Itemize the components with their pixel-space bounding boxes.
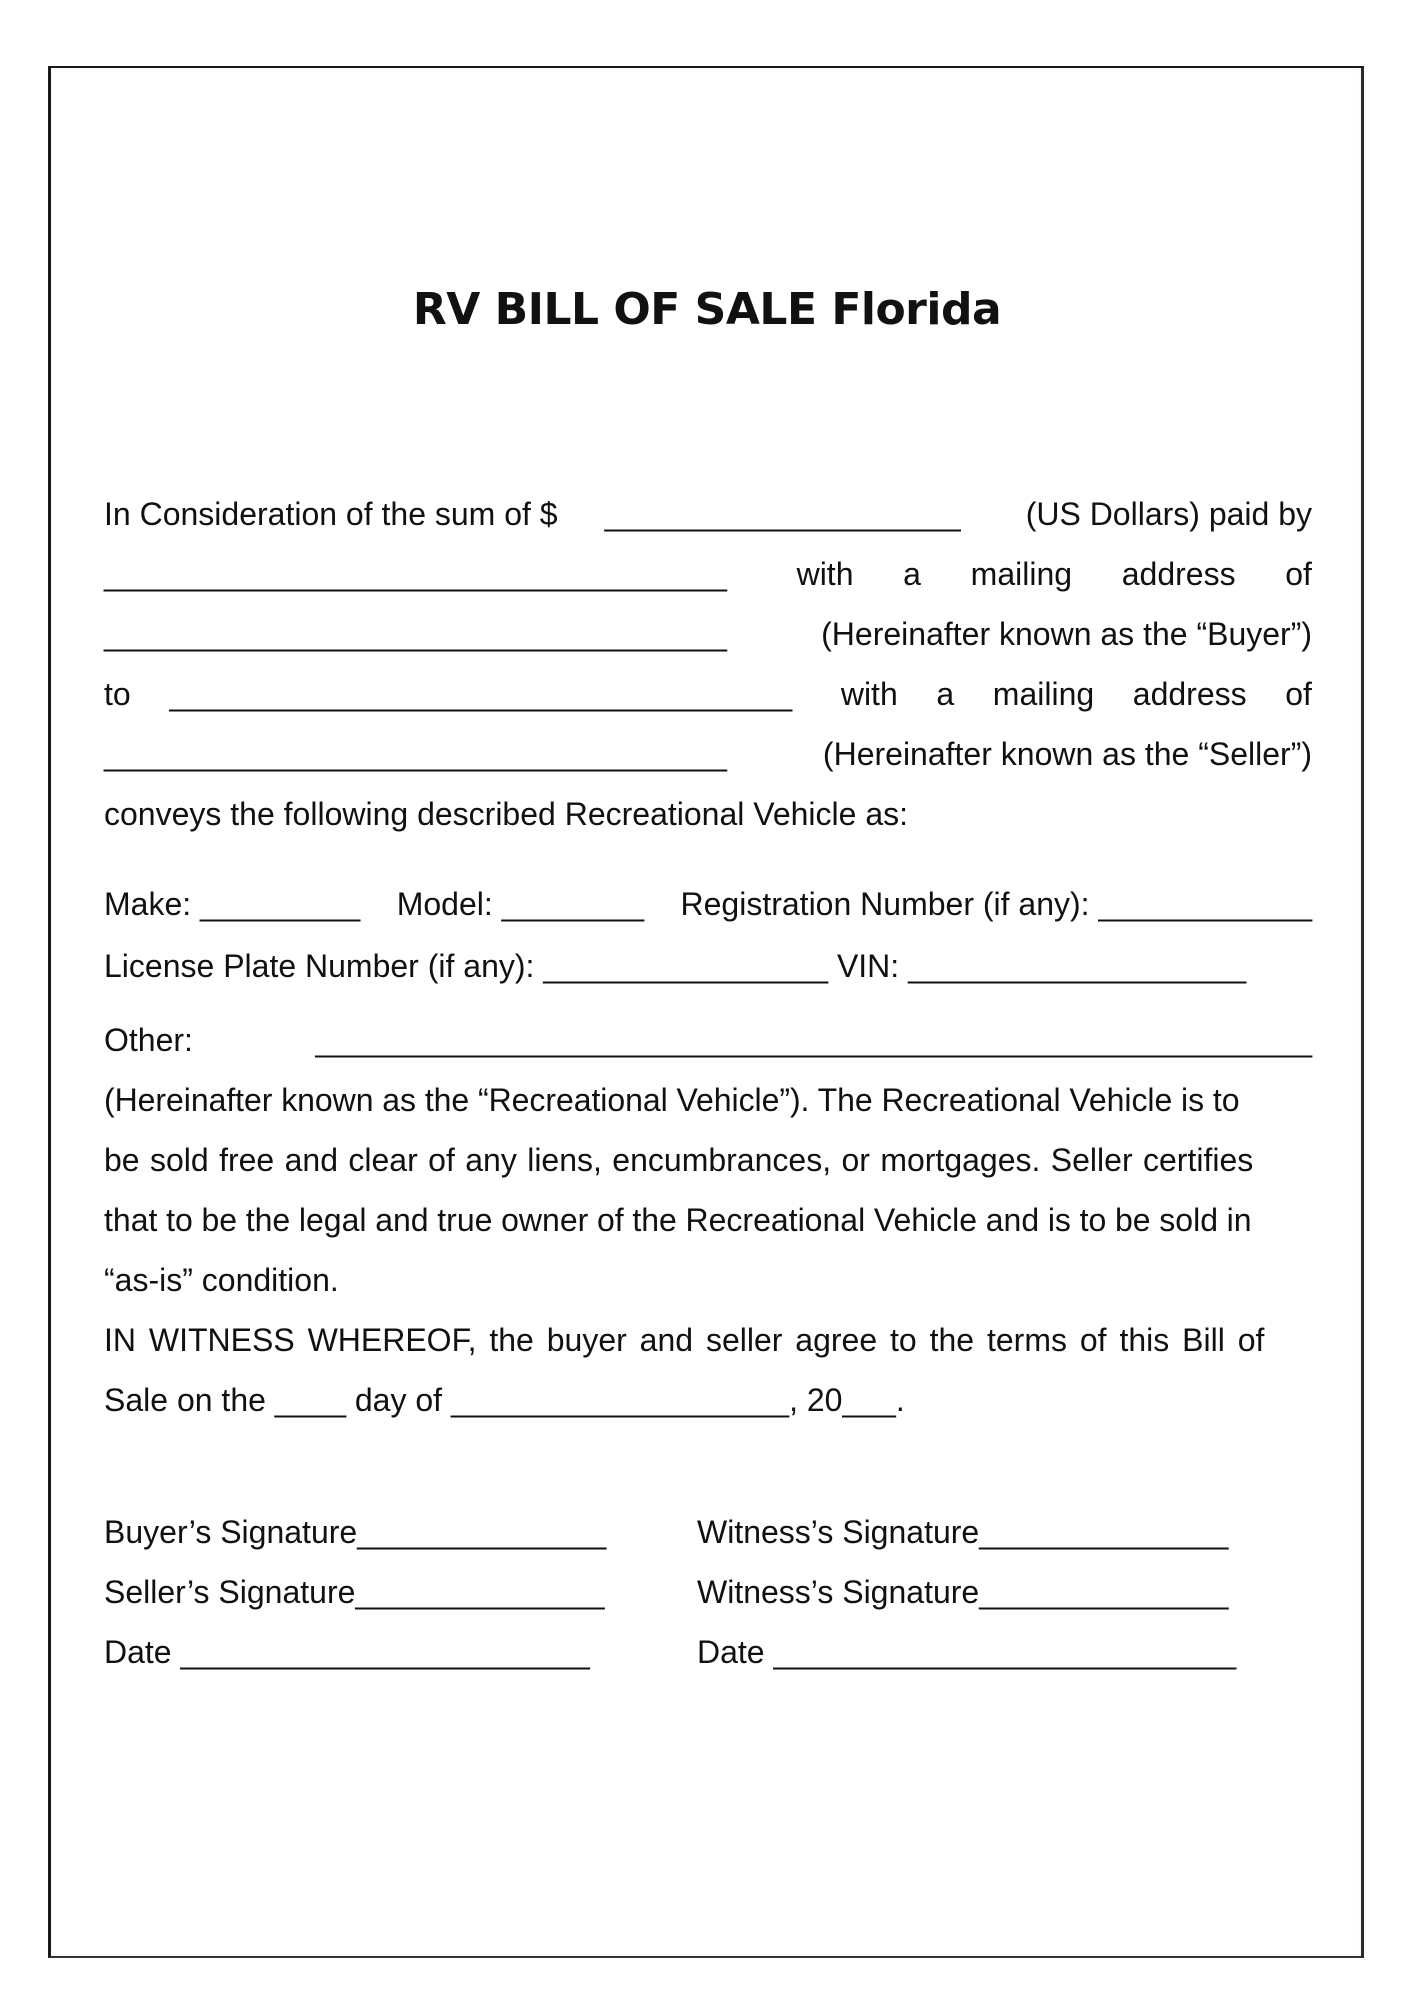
plate-blank[interactable]: ________________	[543, 948, 829, 984]
model-field	[397, 884, 644, 924]
make-blank[interactable]: _________	[200, 886, 361, 922]
witness-line-2: Sale on the ____ day of ___________________, 20___.	[104, 1382, 905, 1418]
consideration-text-a: In Consideration of the sum of $	[104, 496, 558, 532]
consideration-line-1	[104, 494, 1312, 534]
vehicle-line-1	[104, 884, 1312, 924]
buyer-address-blank[interactable]: ___________________________________	[104, 616, 727, 652]
word-a: a	[903, 556, 921, 592]
vehicle-line-3	[104, 1020, 1312, 1060]
word-of-2: of	[1285, 676, 1312, 712]
vin-blank[interactable]: ___________________	[908, 948, 1247, 984]
make-label: Make:	[104, 886, 192, 922]
buyer-hereinafter-text: (Hereinafter known as the “Buyer”)	[821, 616, 1312, 652]
registration-field	[681, 884, 1312, 924]
make-field	[104, 884, 360, 924]
vehicle-line-2	[104, 946, 1312, 986]
word-a-2: a	[936, 676, 955, 712]
seller-name-blank[interactable]: ___________________________________	[169, 676, 793, 712]
terms-line-1: (Hereinafter known as the “Recreational Vehicle”). The Recreational Vehicle is to	[104, 1082, 1240, 1118]
date-right-line[interactable]: Date __________________________	[697, 1634, 1237, 1670]
consideration-line-6: conveys the following described Recreational Vehicle as:	[104, 796, 909, 832]
plate-label: License Plate Number (if any):	[104, 948, 535, 984]
seller-signature-line[interactable]: Seller’s Signature______________	[104, 1574, 605, 1610]
word-with: with	[796, 556, 854, 592]
witness-signature-line-1[interactable]: Witness’s Signature______________	[697, 1514, 1229, 1550]
seller-hereinafter-text: (Hereinafter known as the “Seller”)	[822, 736, 1312, 772]
witness-line-1: IN WITNESS WHEREOF, the buyer and seller agree to the terms of this Bill of	[104, 1322, 1265, 1358]
word-mailing: mailing	[970, 556, 1073, 592]
seller-address-blank[interactable]: ___________________________________	[104, 736, 727, 772]
buyer-signature-line[interactable]: Buyer’s Signature______________	[104, 1514, 607, 1550]
model-blank[interactable]: ________	[501, 886, 645, 922]
consideration-line-4	[104, 674, 1312, 714]
sum-blank[interactable]: ____________________	[604, 496, 961, 532]
consideration-line-3	[104, 614, 1312, 654]
model-label: Model:	[396, 886, 493, 922]
terms-line-4: “as-is” condition.	[104, 1262, 339, 1298]
word-address: address	[1121, 556, 1236, 592]
registration-label: Registration Number (if any):	[680, 886, 1090, 922]
witness-signature-line-2[interactable]: Witness’s Signature______________	[697, 1574, 1229, 1610]
word-with-2: with	[840, 676, 898, 712]
word-address-2: address	[1132, 676, 1247, 712]
word-mailing-2: mailing	[992, 676, 1095, 712]
document-title: RV BILL OF SALE Florida	[412, 284, 1002, 335]
terms-line-3: that to be the legal and true owner of the Recreational Vehicle and is to be sold in	[104, 1202, 1252, 1238]
terms-line-2: be sold free and clear of any liens, encumbrances, or mortgages. Seller certifies	[104, 1142, 1254, 1178]
consideration-text-b: (US Dollars) paid by	[1025, 496, 1312, 532]
word-to: to	[104, 676, 131, 712]
word-of: of	[1285, 556, 1312, 592]
buyer-name-blank[interactable]: ___________________________________	[104, 556, 727, 592]
consideration-line-2	[104, 554, 1312, 594]
other-label: Other:	[104, 1022, 193, 1058]
vin-label: VIN:	[836, 948, 900, 984]
date-left-line[interactable]: Date _______________________	[104, 1634, 590, 1670]
page-frame	[48, 66, 1364, 1958]
other-blank[interactable]: ________________________________________________________	[315, 1022, 1312, 1058]
registration-blank[interactable]: ____________	[1098, 886, 1312, 922]
consideration-line-5	[104, 734, 1312, 774]
